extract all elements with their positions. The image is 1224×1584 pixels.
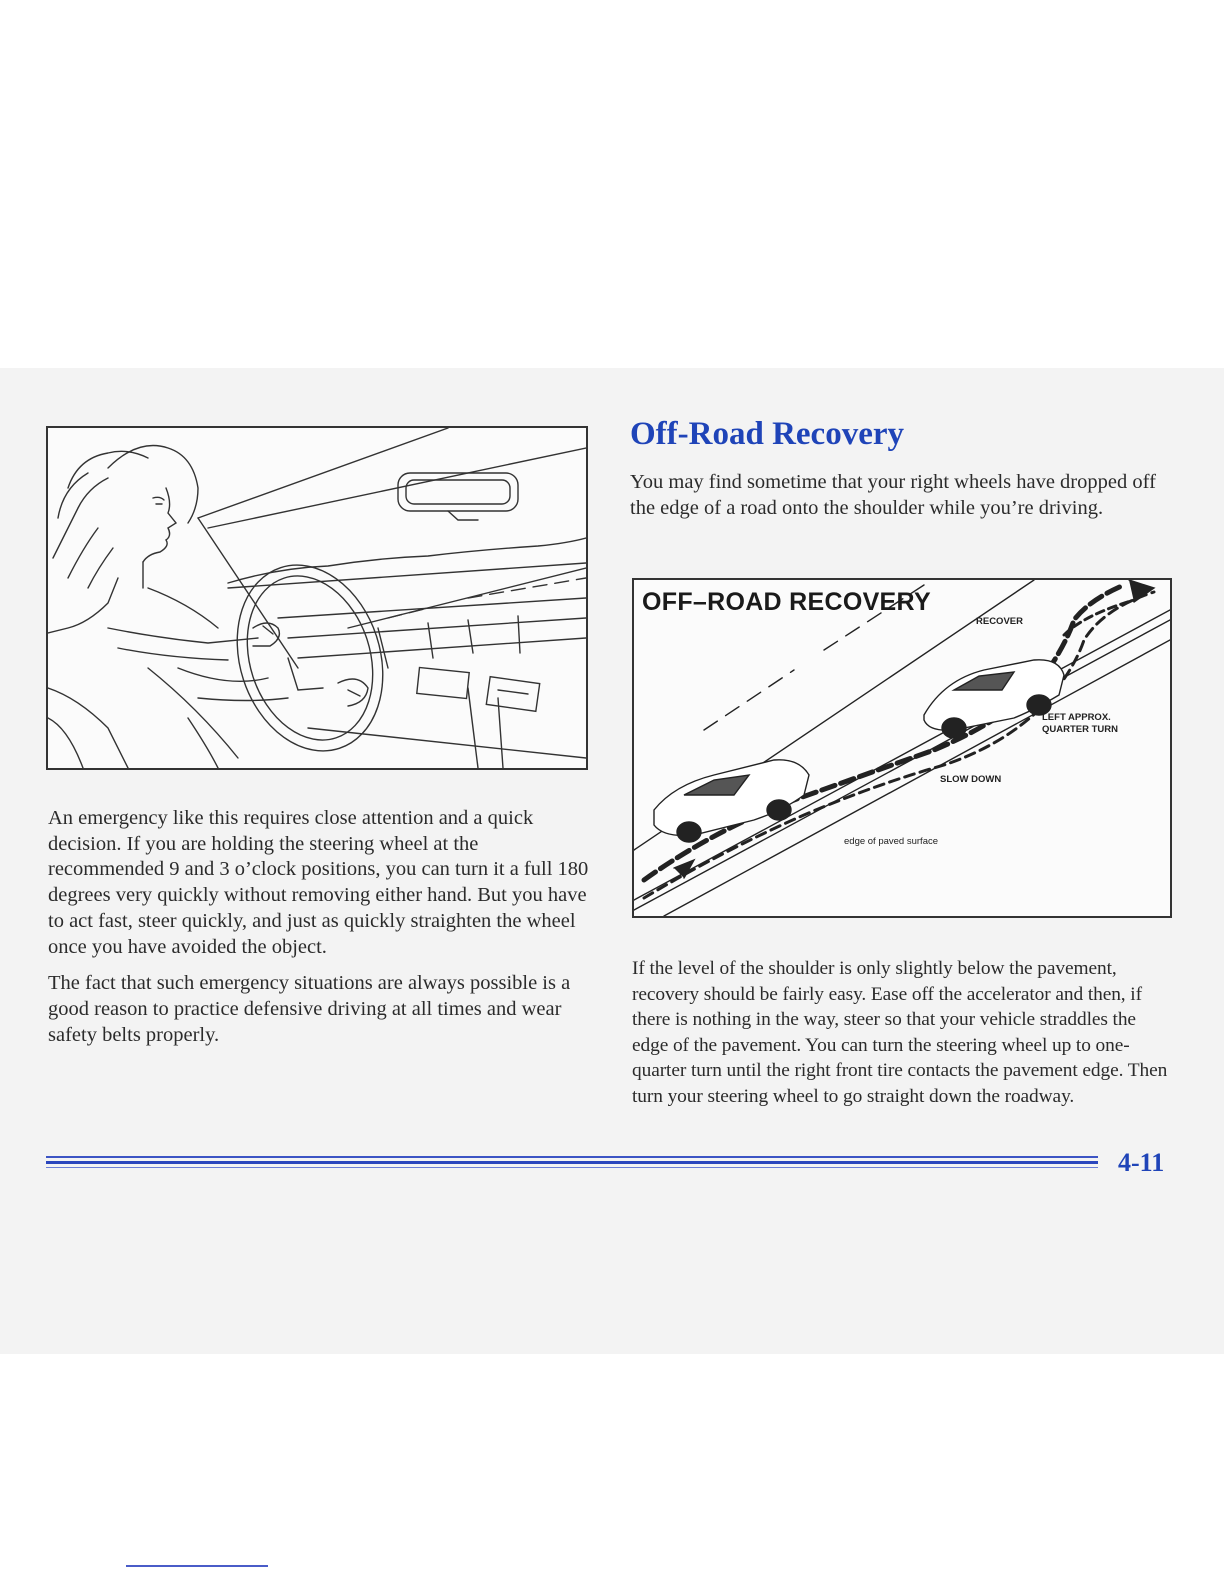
diagram-title: OFF–ROAD RECOVERY (642, 588, 931, 616)
label-edge-of-paved-surface: edge of paved surface (844, 836, 939, 847)
driver-drawing (48, 428, 586, 768)
label-left-turn-line1: LEFT APPROX. (1042, 712, 1111, 723)
page-number: 4-11 (1118, 1148, 1165, 1177)
diagram-drawing (634, 580, 1170, 916)
label-left-turn-line2: QUARTER TURN (1042, 724, 1118, 735)
label-recover: RECOVER (976, 616, 1023, 627)
paragraph: The fact that such emergency situations are always possible is a good reason to practice defensive driving at all times and wear safety belts properly. (48, 972, 571, 1046)
section-heading: Off-Road Recovery (630, 416, 904, 452)
intro-text (630, 470, 1175, 532)
footer-rule-line (46, 1167, 1098, 1168)
paragraph: An emergency like this requires close attention and a quick decision. If you are holding the steering wheel at the recommended 9 and 3 o’clock positions, you can turn it a full 180 degrees very quickly without removing either hand. But you have to act fast, steer quickly, and just as quickly straighten the wheel once you have avoided the object. (48, 807, 589, 958)
bottom-rule (126, 1565, 268, 1567)
footer-rule (46, 1152, 1098, 1172)
driver-illustration (46, 426, 588, 770)
left-column-text (48, 806, 593, 1059)
footer-rule-line (46, 1156, 1098, 1158)
paragraph: If the level of the shoulder is only slightly below the pavement, recovery should be fairly easy. Ease off the accelerator and then, if there is nothing in the way, steer so that your vehicle straddles the edge of the pavement. You can turn the steering wheel up to one-quarter turn until the right front tire contacts the pavement edge. Then turn your steering wheel to go straight down the roadway. (632, 958, 1168, 1107)
paragraph: You may find sometime that your right wheels have dropped off the edge of a road onto the shoulder while you’re driving. (630, 471, 1156, 519)
off-road-recovery-diagram (632, 578, 1172, 918)
body-text (632, 956, 1172, 1121)
footer-rule-line (46, 1161, 1098, 1164)
label-slow-down: SLOW DOWN (940, 774, 1002, 785)
